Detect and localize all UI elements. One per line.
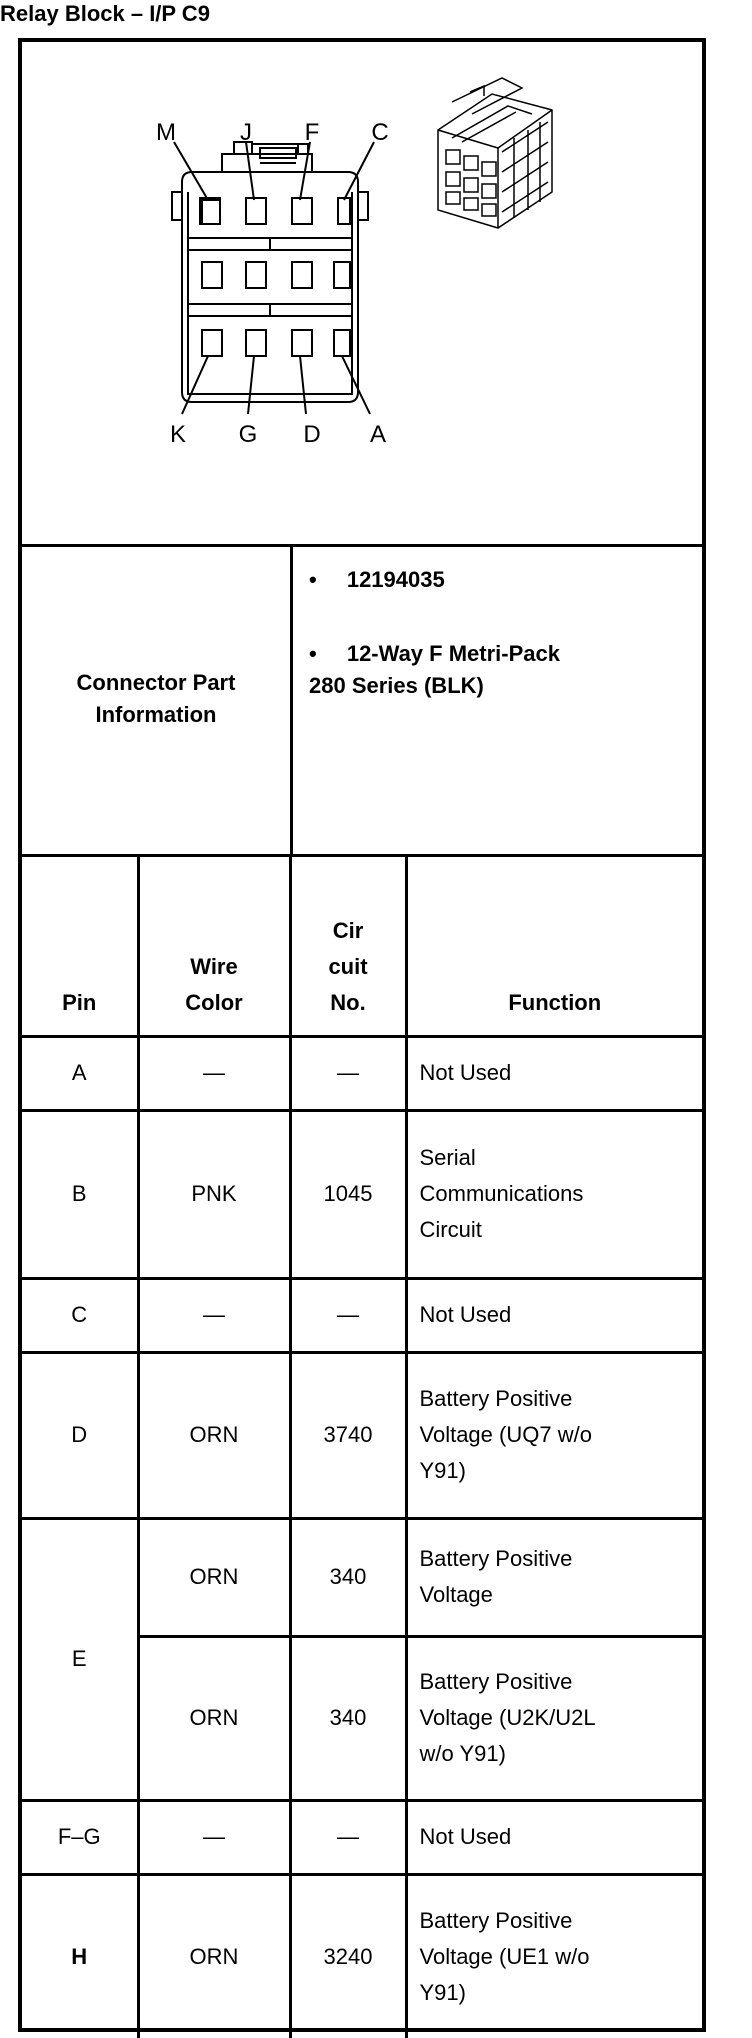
header-circuit-no: Cir cuit No. [290,854,406,1036]
table-row [22,1518,702,1636]
connector-part-info [22,544,702,857]
wire-color-cell: ORN [138,1518,290,1636]
pin-cell: A [22,1036,138,1110]
pin-cell: D [22,1352,138,1518]
wire-color-cell: — [138,1800,290,1874]
wire-color-cell: — [138,1036,290,1110]
pin-cell: F–G [22,1800,138,1874]
part-desc-line1: 12-Way F Metri-Pack [346,641,560,666]
part-info-values [293,544,702,854]
circuit-cell: 3740 [290,1352,406,1518]
pin-cell: E [22,1518,138,1800]
bullet: • [309,641,317,666]
function-cell: Not Used [406,1800,702,1874]
pin-label-m: M [156,119,176,146]
connector-frame [18,38,706,2032]
table-row [22,1036,702,1110]
page-title: Relay Block – I/P C9 [0,1,210,26]
circuit-cell: 340 [290,1518,406,1636]
wire-color-cell: ORN [138,1352,290,1518]
header-wire-color: Wire Color [138,854,290,1036]
function-cell: Battery Positive Voltage (UQ7 w/o Y91) [406,1352,702,1518]
pin-label-c: C [371,119,389,146]
function-cell: Not Used [406,1036,702,1110]
wire-color-cell: ORN [138,1636,290,1800]
part-info-label-line2: Information [95,702,217,727]
connector-diagram [22,42,702,547]
table-row [22,1800,702,1874]
part-number-line [309,564,445,596]
function-cell: Battery Positive Voltage [406,1518,702,1636]
pin-label-k: K [169,421,187,448]
function-cell: Serial Communications Circuit [406,1110,702,1278]
part-description [309,638,560,702]
connector-face-drawing [22,42,702,544]
pin-table-header [22,854,702,1036]
table-row [22,1278,702,1352]
pin-label-f: F [304,119,320,146]
header-pin: Pin [22,854,138,1036]
pin-cell: H [22,1874,138,2038]
pin-cell: B [22,1110,138,1278]
table-row [22,1110,702,1278]
pin-cell: C [22,1278,138,1352]
function-cell: Battery Positive Voltage (U2K/U2L w/o Y91) [406,1636,702,1800]
wire-color-cell: — [138,1278,290,1352]
circuit-cell: — [290,1036,406,1110]
circuit-cell: — [290,1800,406,1874]
pin-label-a: A [369,421,387,448]
bullet: • [309,567,317,592]
table-row [22,1874,702,2038]
part-desc-line2: 280 Series (BLK) [309,673,484,698]
wire-color-cell: PNK [138,1110,290,1278]
part-info-label-line1: Connector Part [76,670,236,695]
pin-label-j: J [240,119,252,146]
pin-label-d: D [303,421,321,448]
circuit-cell: 3240 [290,1874,406,2038]
function-cell: Not Used [406,1278,702,1352]
connector-iso-icon [438,78,552,228]
circuit-cell: 340 [290,1636,406,1800]
header-function: Function [406,854,702,1036]
part-number: 12194035 [346,567,445,592]
pin-table [22,854,702,2038]
table-row [22,1352,702,1518]
function-cell: Battery Positive Voltage (UE1 w/o Y91) [406,1874,702,2038]
pin-label-g: G [238,421,258,448]
part-info-label [22,544,293,854]
circuit-cell: 1045 [290,1110,406,1278]
circuit-cell: — [290,1278,406,1352]
wire-color-cell: ORN [138,1874,290,2038]
